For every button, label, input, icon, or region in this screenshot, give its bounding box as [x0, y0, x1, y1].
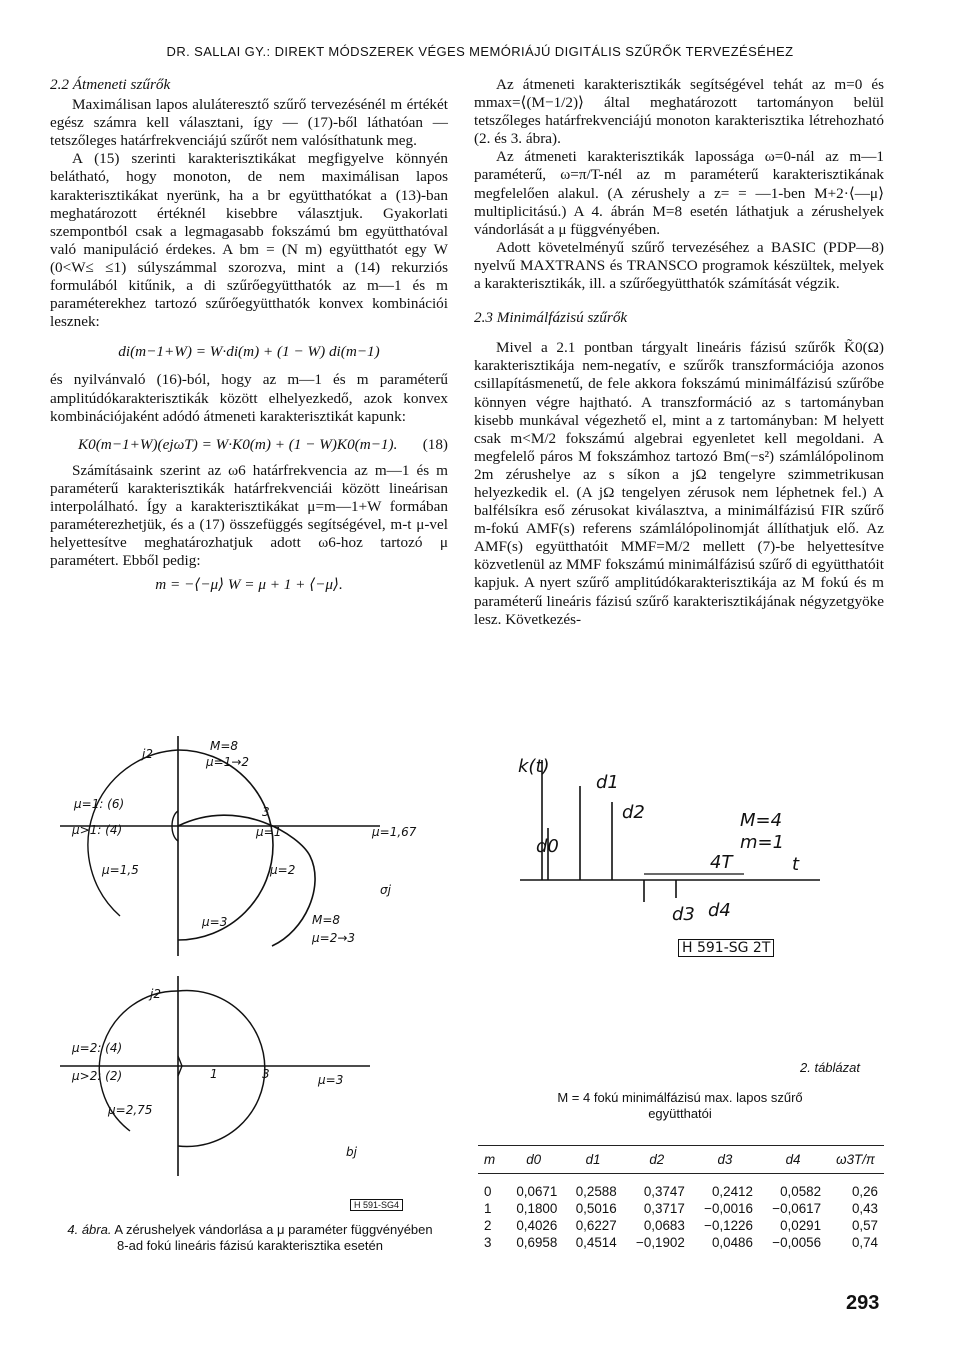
table-cell: 0,6227 [575, 1217, 617, 1233]
label: μ=1,67 [372, 825, 417, 839]
label: 1 [210, 1067, 218, 1081]
table-cell: 0,5016 [575, 1200, 617, 1216]
label: μ=3 [202, 915, 228, 929]
label: d4 [708, 900, 731, 921]
column-header: m [478, 1146, 504, 1174]
unit-circle-top [178, 750, 273, 940]
table-cell: 0,0671 [516, 1183, 558, 1199]
label: μ=1,5 [102, 863, 139, 877]
label: m=1 [740, 832, 785, 853]
paragraph: Mivel a 2.1 pontban tárgyalt lineáris fázisú szűrők K̃0(Ω) karakterisztikája nem-negatív, e szűrők transzformációja azonos csillapításmenetű, de fele akkora fokszámú minimálfázisú szűrőbe könnyen végre hajtható. A transzformáció az s tartományban kisebb munkával végezhető el, mint a z tartományban: M helyett csak m<M/2 fokszámú algebrai egyenletet kell megoldani. A megfelelő páros M fokszámhoz tartozó Bm(−s²) számlálópolinom 2m zérushelye az s síkon a jΩ tengelyre szimmetrikusan helyezkedik el. (A jΩ tengelyen zérusok nem léphetnek fel.) A balfélsíkra eső zérusokat kiválasztva, a minimálfázisú FIR szűrő m-fokú AMF(s) referens számlálópolinomját állíthatjuk elő. Az AMF(s) együtthatóit MMF=M/2 mellett (7)-be helyettesítve közvetlenül az MMF fokszámú minimálfázisú szűrő di együtthatóit kapjuk. A nyert szűrő amplitúdókarakterisztikája az M fokú és m paraméterű lineáris fázisú szűrő karakterisztikájának négyzetgyöke lesz. Következés- [474, 339, 884, 628]
caption-text: A zérushelyek vándorlása a μ paraméter függvényében 8-ad fokú lineáris fázisú karakterisztika esetén [114, 1222, 433, 1253]
table-cell: 0,2412 [711, 1183, 753, 1199]
label: σj [380, 883, 391, 897]
equation-18 [78, 436, 448, 454]
table-cell: −0,0016 [704, 1200, 753, 1216]
table-cell: 3 [484, 1234, 492, 1250]
label: M=8 [210, 739, 239, 753]
table-cell: 0,6958 [516, 1234, 558, 1250]
paragraph: Maximálisan lapos aluláteresztő szűrő tervezésénél m értékét egész számra kell választani, így — (17)-ből láthatóan — tetszőleges határfrekvenciájú szűrőt nem valósíthatunk meg. [50, 96, 448, 150]
table-cell: 0,57 [851, 1217, 878, 1233]
label: μ>2: (2) [72, 1069, 123, 1083]
table-row [478, 1174, 884, 1200]
table-cell: 0,0291 [780, 1217, 822, 1233]
equation: di(m−1+W) = W·di(m) + (1 − W) di(m−1) [118, 343, 380, 361]
label: j2 [150, 987, 161, 1001]
label: μ>1: (4) [72, 823, 123, 837]
column-header: d1 [563, 1146, 622, 1174]
table-cell: 0,0683 [643, 1217, 685, 1233]
table-cell: 0,74 [851, 1234, 878, 1250]
table-cell: 0,26 [851, 1183, 878, 1199]
stamp-text: H 591-SG 2T [678, 939, 774, 957]
table-cell: −0,1902 [636, 1234, 685, 1250]
page-number: 293 [846, 1292, 880, 1314]
table-cell: 0,4514 [575, 1234, 617, 1250]
table-header-row [478, 1146, 884, 1174]
figure-4-labels [71, 739, 417, 1159]
unit-circle-bottom [178, 991, 265, 1147]
column-header: d0 [504, 1146, 563, 1174]
table-cell: 0 [484, 1183, 492, 1199]
label: M=4 [740, 810, 783, 831]
caption-number: 4. ábra. [67, 1222, 112, 1237]
table-row [478, 1217, 884, 1234]
locus-arc [178, 815, 315, 946]
paragraph: Az átmeneti karakterisztikák segítségével tehát az m=0 és mmax=⟨(M−1/2)⟩ által meghatározott tartományon belül tetszőleges határfrekvenciájú monoton karakterisztika létrehozható (2. és 3. ábra). [474, 76, 884, 148]
table-cell: 0,4026 [516, 1217, 558, 1233]
label: j2 [142, 747, 153, 761]
label: d1 [596, 772, 619, 793]
label: 3 [262, 805, 270, 819]
figure-4-stamp [350, 1200, 403, 1210]
section-title-2-3: 2.3 Minimálfázisú szűrők [474, 309, 628, 327]
label: d0 [536, 836, 559, 857]
paragraph: Adott követelményű szűrő tervezéséhez a BASIC (PDP—8) nyelvű MAXTRANS és TRANSCO programok készültek, melyek a karakterisztikák, ill. a szűrőegyütthatók számítását végzik. [474, 238, 884, 293]
impulse-labels [518, 756, 800, 925]
table-cell: −0,1226 [704, 1217, 753, 1233]
table-cell: 0,0582 [780, 1183, 822, 1199]
right-column [474, 76, 884, 629]
label: μ=3 [318, 1073, 344, 1087]
label: μ=2 [270, 863, 296, 877]
table-cell: −0,0056 [772, 1234, 822, 1250]
column-header: d4 [759, 1146, 827, 1174]
equation: m = −⟨−μ⟩ W = μ + 1 + ⟨−μ⟩. [155, 576, 343, 594]
table-cell: 0,3717 [643, 1200, 685, 1216]
label: μ=2: (4) [72, 1041, 123, 1055]
paragraph: és nyilvánvaló (16)-ból, hogy az m—1 és m paraméterű amplitúdókarakterisztikák között elhelyezkedő, azok konvex kombinációjaként adódó átmeneti karakterisztikát kapunk: [50, 371, 448, 425]
label: μ=1 [256, 825, 282, 839]
label: μ=2,75 [108, 1103, 153, 1117]
column-header: d2 [623, 1146, 691, 1174]
label: d3 [672, 904, 695, 925]
table-2 [478, 1145, 884, 1251]
table-2-caption: M = 4 fokú minimálfázisú max. lapos szűrő együtthatói [557, 1090, 803, 1121]
label: μ=2→3 [312, 931, 356, 945]
left-column [50, 76, 448, 594]
table-cell: 0,2588 [575, 1183, 617, 1199]
table-cell: −0,0617 [772, 1200, 822, 1216]
table-cell: 0,0486 [711, 1234, 753, 1250]
label: M=8 [312, 913, 341, 927]
figure-impulse-response [500, 750, 830, 950]
label: k(t) [518, 756, 550, 777]
equation-number: (18) [422, 435, 448, 453]
table-cell: 0,1800 [516, 1200, 558, 1216]
table-cell: 0,43 [851, 1200, 878, 1216]
label: bj [346, 1145, 357, 1159]
table-row [478, 1234, 884, 1251]
column-header: d3 [691, 1146, 759, 1174]
figure-4-zero-migration [50, 736, 450, 1216]
figure-4-caption [60, 1222, 440, 1254]
label: μ=1→2 [206, 755, 250, 769]
running-header: DR. SALLAI GY.: DIREKT MÓDSZEREK VÉGES MEMÓRIÁJÚ DIGITÁLIS SZŰRŐK TERVEZÉSÉHEZ [166, 44, 794, 59]
table-2-label: 2. táblázat [800, 1060, 860, 1075]
stamp-text: H 591-SG4 [350, 1199, 403, 1211]
label: 4T [710, 852, 733, 873]
table-cell: 0,3747 [643, 1183, 685, 1199]
equation: K0(m−1+W)(ejωT) = W·K0(m) + (1 − W)K0(m−1). [78, 435, 398, 453]
paragraph: Számításaink szerint az ω6 határfrekvencia az m—1 és m paraméterű karakterisztikák határfrekvenciái között lineárisan interpolálható. Így a karakterisztikákat μ=m—1+W formában paraméterezhetjük, és a (17) összefüggés segítségével, m-t μ-vel helyettesítve meghatározhatjuk adott ω6-hoz tartozó μ paramétert. Ebből pedig: [50, 461, 448, 570]
column-header: ω3T/π [827, 1146, 884, 1174]
paragraph: A (15) szerinti karakterisztikákat megfigyelve könnyén belátható, hogy monoton, de nem maximálisan lapos karakterisztikákat nyerünk, ha a br együtthatókat a (13)-ban meghatározott értéknél kisebbre választjuk. Gyakorlati szempontból csak a legmagasabb fokszámú bm együtthatóval való manipuláció érdekes. A bm = (N m) együtthatót egy W (0<W≤ ≤1) súlyszámmal szorozva, mint a (14) rekurziós formulából kitűnik, a di szűrőegyütthatók az m—1 és m paraméterekhez tartozó szűrőegyütthatók konvex kombinációi lesznek: [50, 150, 448, 331]
section-title-2-2: 2.2 Átmeneti szűrők [50, 76, 171, 93]
paragraph: Az átmeneti karakterisztikák lapossága ω=0-nál az m—1 paraméterű, ω=π/T-nél az m paraméterű karakterisztikának megfelelően alakul. (A zérushely a z= = —1-ben M+2·⟨—μ⟩ multiplicitású.) A 4. ábrán M=8 esetén láthatjuk a zérushelyek vándorlását a μ függvényében. [474, 148, 884, 238]
label: 3 [262, 1067, 270, 1081]
table-row [478, 1200, 884, 1217]
table-cell: 2 [484, 1217, 492, 1233]
label: μ=1: (6) [74, 797, 125, 811]
label: d2 [622, 802, 645, 823]
table-cell: 1 [484, 1200, 492, 1216]
impulse-stamp [678, 940, 774, 956]
label: t [792, 854, 800, 875]
